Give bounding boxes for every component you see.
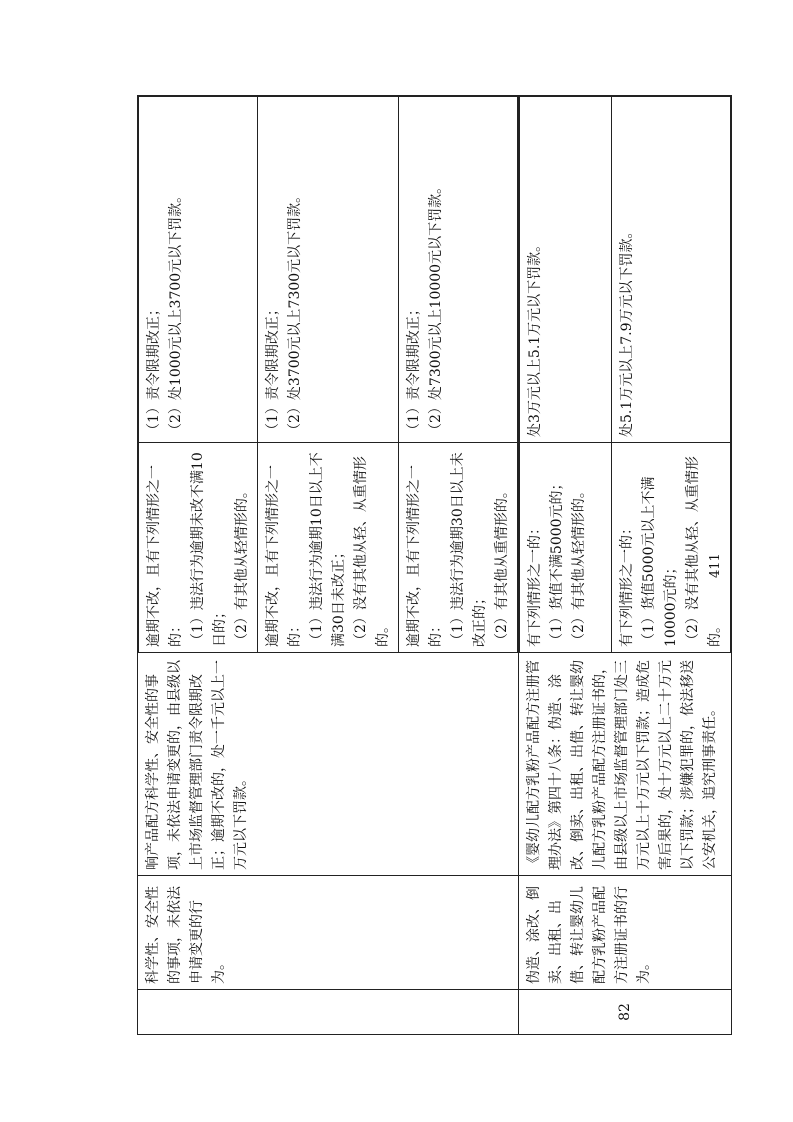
legal-basis-cell: 《婴幼儿配方乳粉产品配方注册管理办法》第四十八条：伪造、涂改、倒卖、出租、出借、转让婴幼儿配方乳粉产品配方注册证书的，由县级以上市场监督管理部门处三万元以上十万元以下罚款；造成危害后果的，处十万元以上二十万元以下罚款；涉嫌犯罪的，依法移送公安机关，追究刑事责任。 bbox=[519, 653, 732, 876]
level-penalty: 处3万元以上5.1万元以下罚款。 bbox=[520, 97, 612, 443]
page-number: 411 bbox=[708, 553, 723, 578]
table-row bbox=[138, 96, 519, 1035]
discretion-levels-cell bbox=[519, 96, 732, 653]
item-number-cell: 82 bbox=[519, 990, 732, 1035]
level-condition: 逾期不改，且有下列情形之一的： （1）违法行为逾期30日以上未改正的； （2）有其他从重情形的。 bbox=[399, 443, 518, 653]
level-penalty: 处5.1万元以上7.9万元以下罚款。 bbox=[612, 97, 731, 443]
level-penalty: （1）责令限期改正； （2）处1000元以上3700元以下罚款。 bbox=[139, 97, 258, 443]
penalty-standard-table bbox=[137, 95, 732, 1035]
discretion-levels-table bbox=[519, 96, 731, 652]
legal-basis-cell: 响产品配方科学性、安全性的事项，未依法申请变更的，由县级以上市场监督管理部门责令限期改正；逾期不改的，处一千元以上一万元以下罚款。 bbox=[138, 653, 519, 876]
item-number-cell bbox=[138, 990, 519, 1035]
level-condition: 有下列情形之一的： （1）货值不满5000元的； （2）有其他从轻情形的。 bbox=[520, 443, 612, 653]
violation-act-cell: 科学性、安全性的事项，未依法申请变更的行为。 bbox=[138, 876, 519, 990]
level-condition: 逾期不改，且有下列情形之一的： （1）违法行为逾期未改不满10日的； （2）有其他从轻情形的。 bbox=[139, 443, 258, 653]
discretion-levels-table bbox=[138, 96, 518, 652]
level-row bbox=[399, 97, 518, 653]
table-row bbox=[519, 96, 732, 1035]
level-condition: 逾期不改，且有下列情形之一的： （1）违法行为逾期10日以上不满30日未改正； （2）没有其他从轻、从重情形的。 bbox=[258, 443, 399, 653]
violation-act-cell: 伪造、涂改、倒卖、出租、出借、转让婴幼儿配方乳粉产品配方注册证书的行为。 bbox=[519, 876, 732, 990]
level-penalty: （1）责令限期改正； （2）处3700元以上7300元以下罚款。 bbox=[258, 97, 399, 443]
level-row bbox=[139, 97, 258, 653]
level-row bbox=[520, 97, 612, 653]
level-penalty: （1）责令限期改正； （2）处7300元以上10000元以下罚款。 bbox=[399, 97, 518, 443]
discretion-levels-cell bbox=[138, 96, 519, 653]
level-row bbox=[258, 97, 399, 653]
level-condition: 有下列情形之一的： （1）货值5000元以上不满10000元的； （2）没有其他从轻、从重情形的。 bbox=[612, 443, 731, 653]
